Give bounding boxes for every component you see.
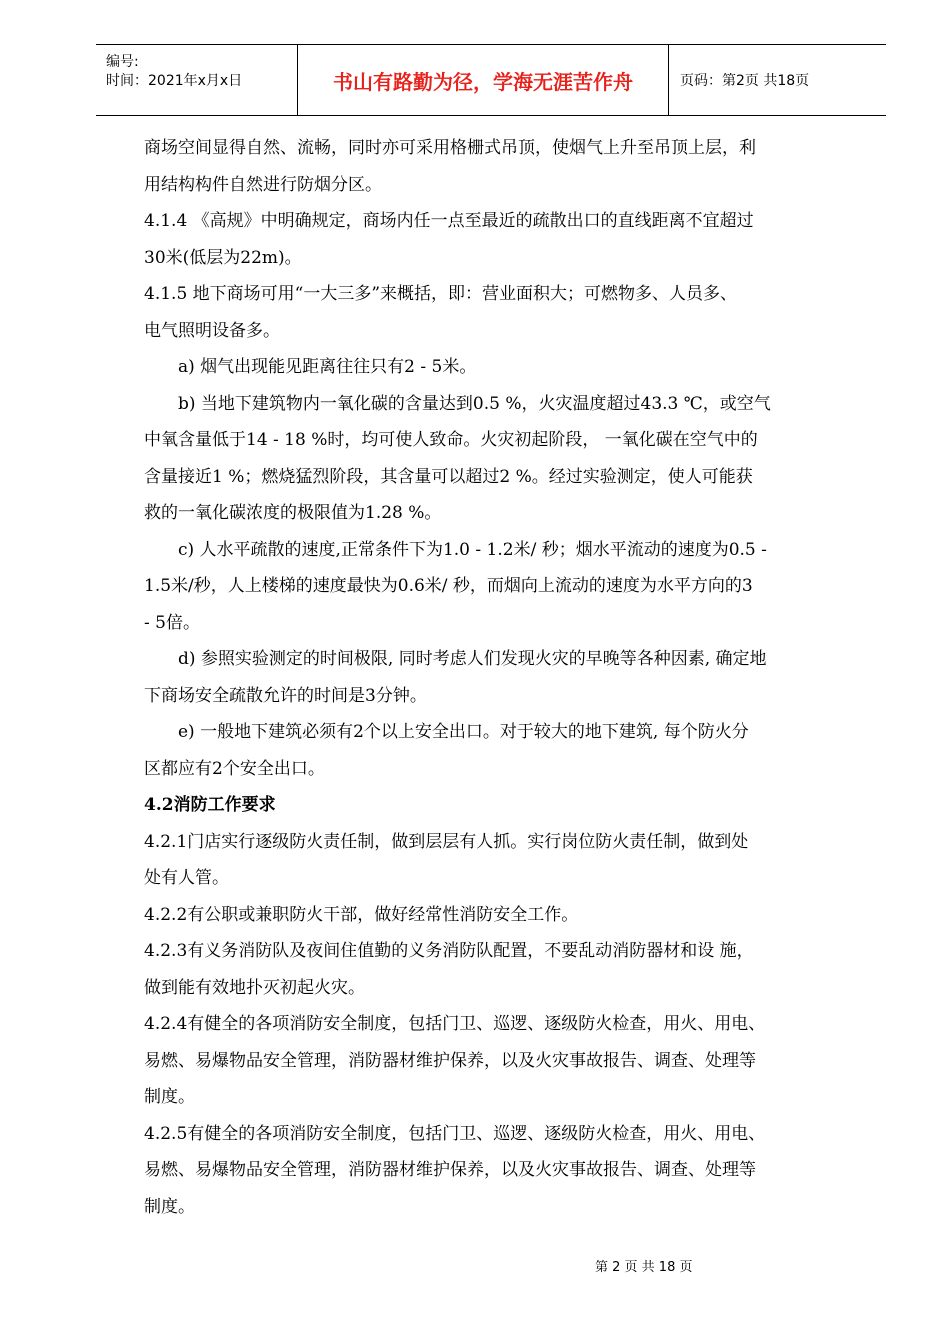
body-line: 30米(低层为22m)。 xyxy=(144,247,302,268)
document-number-label: 编号: xyxy=(106,54,139,70)
body-line: 4.2.4有健全的各项消防安全制度，包括门卫、巡逻、逐级防火检查，用火、用电、 xyxy=(144,1014,766,1034)
header-meta xyxy=(96,45,298,115)
body-line: 制度。 xyxy=(144,1196,195,1217)
header-page-label: 页码：第2页 共18页 xyxy=(680,73,810,89)
body-line: 4.2.5有健全的各项消防安全制度，包括门卫、巡逻、逐级防火检查，用火、用电、 xyxy=(144,1123,766,1144)
body-line: 做到能有效地扑灭初起火灾。 xyxy=(144,977,365,998)
body-line: e) 一般地下建筑必须有2个以上安全出口。对于较大的地下建筑, 每个防火分 xyxy=(178,722,749,742)
body-line: 4.1.5 地下商场可用“一大三多”来概括，即：营业面积大；可燃物多、人员多、 xyxy=(144,284,738,304)
page-footer: 第 2 页 共 18 页 xyxy=(595,1260,693,1275)
body-line: 4.1.4 《高规》中明确规定，商场内任一点至最近的疏散出口的直线距离不宜超过 xyxy=(144,211,754,231)
document-time-label: 时间：2021年x月x日 xyxy=(106,73,243,89)
body-line: 1.5米/秒，人上楼梯的速度最快为0.6米/ 秒，而烟向上流动的速度为水平方向的3 xyxy=(144,576,753,596)
body-line: 易燃、易爆物品安全管理，消防器材维护保养，以及火灾事故报告、调查、处理等 xyxy=(144,1050,756,1071)
body-line: 易燃、易爆物品安全管理，消防器材维护保养，以及火灾事故报告、调查、处理等 xyxy=(144,1160,756,1180)
body-line: 商场空间显得自然、流畅，同时亦可采用格栅式吊顶，使烟气上升至吊顶上层，利 xyxy=(144,138,756,158)
body-line: 中氧含量低于14 - 18 %时，均可使人致命。火灾初起阶段， 一氧化碳在空气中的 xyxy=(144,430,758,450)
body-line: c) 人水平疏散的速度,正常条件下为1.0 - 1.2米/ 秒；烟水平流动的速度为0.5 - xyxy=(178,539,767,560)
body-line: 电气照明设备多。 xyxy=(144,320,280,341)
body-line: 4.2.2有公职或兼职防火干部，做好经常性消防安全工作。 xyxy=(144,904,579,925)
body-line: 救的一氧化碳浓度的极限值为1.28 %。 xyxy=(144,503,442,523)
body-line: 4.2.3有义务消防队及夜间住值勤的义务消防队配置，不要乱动消防器材和设 施， xyxy=(144,941,754,961)
header-motto: 书山有路勤为径，学海无涯苦作舟 xyxy=(298,45,669,115)
body-line: 用结构构件自然进行防烟分区。 xyxy=(144,174,382,195)
body-line: b) 当地下建筑物内一氧化碳的含量达到0.5 %，火灾温度超过43.3 ℃，或空气 xyxy=(178,393,771,414)
page-header xyxy=(96,44,886,116)
body-line: a) 烟气出现能见距离往往只有2 - 5米。 xyxy=(178,357,477,377)
document-body xyxy=(144,130,844,1225)
body-line: 制度。 xyxy=(144,1087,195,1107)
body-line: 下商场安全疏散允许的时间是3分钟。 xyxy=(144,685,427,706)
body-line: 4.2.1门店实行逐级防火责任制，做到层层有人抓。实行岗位防火责任制，做到处 xyxy=(144,831,749,852)
section-heading: 4.2消防工作要求 xyxy=(144,795,276,815)
body-line: 区都应有2个安全出口。 xyxy=(144,758,325,779)
body-line: 处有人管。 xyxy=(144,868,229,888)
body-line: - 5倍。 xyxy=(144,612,200,633)
body-line: 含量接近1 %；燃烧猛烈阶段，其含量可以超过2 %。经过实验测定，使人可能获 xyxy=(144,466,753,487)
body-line: d) 参照实验测定的时间极限, 同时考虑人们发现火灾的早晚等各种因素, 确定地 xyxy=(178,649,767,669)
